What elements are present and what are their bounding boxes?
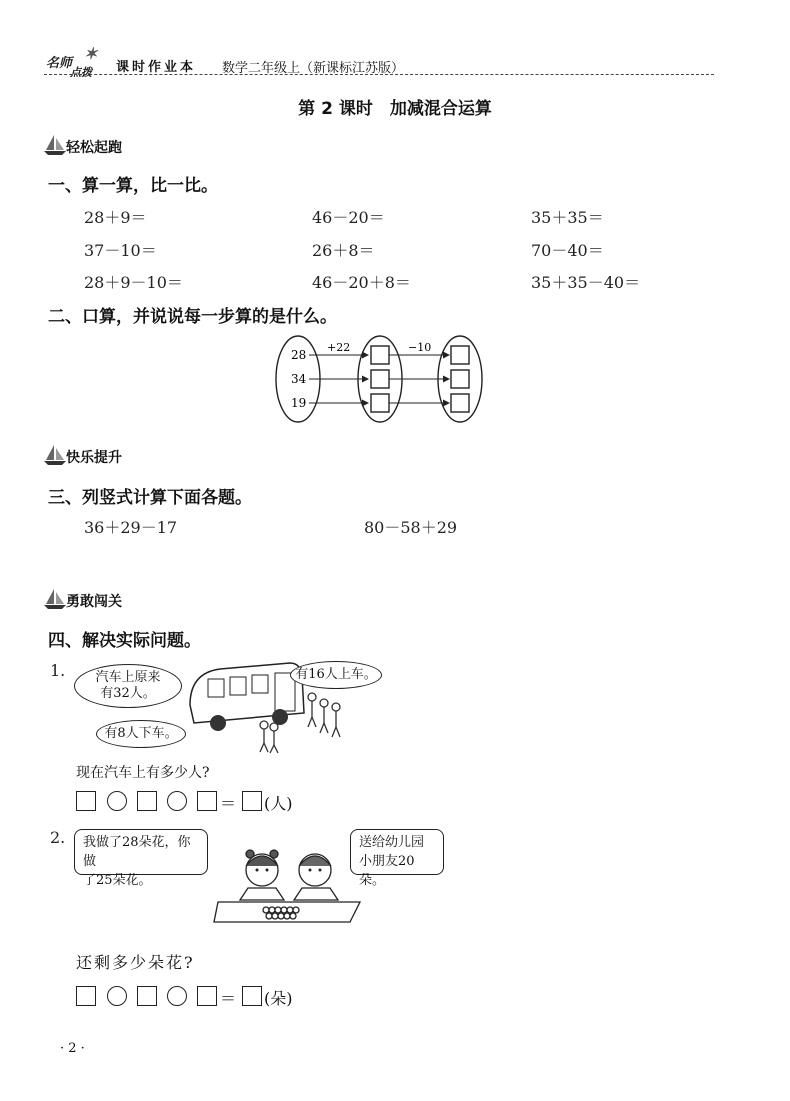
sailboat-icon xyxy=(44,134,68,156)
expression: 36＋29－17 xyxy=(84,518,178,537)
expression: 46－20＋8＝ xyxy=(312,273,411,292)
bubble-text: 有16人上车。 xyxy=(295,667,377,683)
section-title: 轻松起跑 xyxy=(66,140,122,156)
operator-circle[interactable] xyxy=(167,986,187,1006)
header-divider xyxy=(44,74,714,75)
speech-box xyxy=(74,829,208,888)
input-value: 19 xyxy=(291,396,307,410)
book-title: 课时作业本 xyxy=(116,60,197,75)
expression: 80－58＋29 xyxy=(364,518,458,537)
answer-box[interactable] xyxy=(137,986,157,1006)
lesson-title: 第 2 课时 加减混合运算 xyxy=(298,99,492,119)
answer-box[interactable] xyxy=(137,791,157,811)
expression: 35＋35－40＝ xyxy=(531,273,641,292)
answer-box[interactable] xyxy=(371,370,389,388)
input-value: 34 xyxy=(291,372,307,386)
page-number: · 2 · xyxy=(60,1041,85,1056)
bubble-text-line: 有32人。 xyxy=(100,686,156,701)
expression: 28＋9－10＝ xyxy=(84,273,183,292)
expression: 35＋35＝ xyxy=(531,208,604,227)
speech-text-line: 小朋友20朵。 xyxy=(359,853,415,888)
answer-box[interactable] xyxy=(451,394,469,412)
mapping-diagram xyxy=(268,334,500,428)
problem-number: 1. xyxy=(50,661,66,680)
operation-label: +22 xyxy=(327,341,351,354)
answer-box[interactable] xyxy=(451,346,469,364)
unit-label: (人) xyxy=(264,794,293,813)
question-2-heading: 二、口算，并说说每一步算的是什么。 xyxy=(48,307,337,327)
answer-box[interactable] xyxy=(197,986,217,1006)
answer-box[interactable] xyxy=(371,394,389,412)
operator-circle[interactable] xyxy=(167,791,187,811)
speech-text-line: 我做了28朵花，你做 xyxy=(83,835,191,869)
header-logo xyxy=(44,44,106,79)
equals-sign: ＝ xyxy=(220,989,237,1008)
answer-box[interactable] xyxy=(242,791,262,811)
problem-question: 还剩多少朵花? xyxy=(76,953,195,972)
subject-label: 数学二年级上（新课标江苏版） xyxy=(222,61,405,76)
answer-box[interactable] xyxy=(76,791,96,811)
problem-question: 现在汽车上有多少人? xyxy=(76,765,210,781)
speech-text-line: 送给幼儿园 xyxy=(359,835,425,850)
expression: 26＋8＝ xyxy=(312,241,375,260)
question-3-heading: 三、列竖式计算下面各题。 xyxy=(48,488,252,508)
operator-circle[interactable] xyxy=(107,791,127,811)
sailboat-icon xyxy=(44,588,68,610)
star-icon: ✶ xyxy=(84,44,98,63)
operator-circle[interactable] xyxy=(107,986,127,1006)
speech-bubble xyxy=(96,720,186,748)
bubble-text: 有8人下车。 xyxy=(104,726,178,742)
speech-bubble xyxy=(74,664,182,708)
speech-bubble xyxy=(290,661,382,689)
question-1-heading: 一、算一算，比一比。 xyxy=(48,176,218,196)
expression: 37－10＝ xyxy=(84,241,157,260)
bubble-text-line: 汽车上原来 xyxy=(95,670,161,686)
speech-text-line: 了25朵花。 xyxy=(83,872,152,888)
question-4-heading: 四、解决实际问题。 xyxy=(48,631,201,651)
answer-box[interactable] xyxy=(76,986,96,1006)
sailboat-icon xyxy=(44,444,68,466)
answer-box[interactable] xyxy=(451,370,469,388)
problem-number: 2. xyxy=(50,828,66,847)
logo-line1: 名师 xyxy=(46,56,73,71)
section-title: 勇敢闯关 xyxy=(66,594,122,610)
expression: 70－40＝ xyxy=(531,241,604,260)
expression: 46－20＝ xyxy=(312,208,385,227)
answer-box[interactable] xyxy=(371,346,389,364)
answer-box[interactable] xyxy=(197,791,217,811)
answer-box[interactable] xyxy=(242,986,262,1006)
logo-line2: 点拨 xyxy=(70,66,92,79)
section-title: 快乐提升 xyxy=(66,450,122,466)
children-illustration xyxy=(210,840,370,926)
operation-label: −10 xyxy=(408,341,432,354)
input-value: 28 xyxy=(291,348,307,362)
unit-label: (朵) xyxy=(264,989,293,1008)
expression: 28＋9＝ xyxy=(84,208,147,227)
equals-sign: ＝ xyxy=(220,794,237,813)
